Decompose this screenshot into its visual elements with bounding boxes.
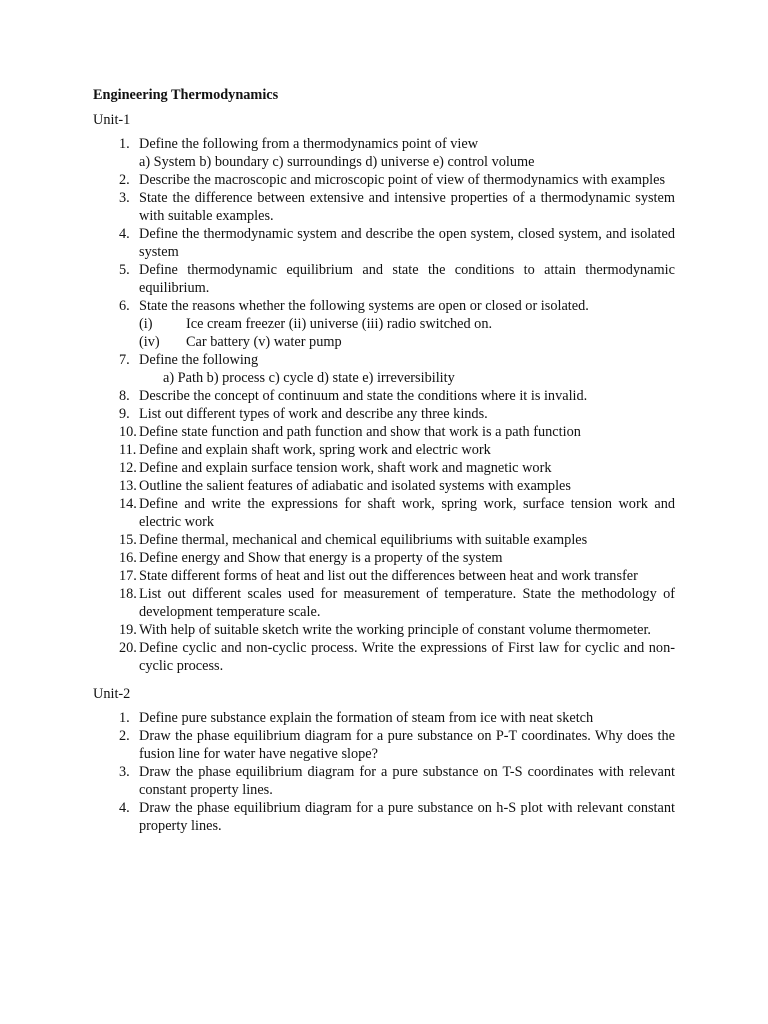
question-number: [93, 585, 139, 621]
question-text: Define thermodynamic equilibrium and state the conditions to attain thermodynamic equilibrium.: [139, 262, 675, 296]
question-number-text: 17.: [119, 568, 137, 584]
question-number: [93, 441, 139, 459]
question-number-text: 4.: [119, 226, 130, 242]
question-number: [93, 351, 139, 387]
question-number: [93, 763, 139, 799]
question-number-text: 14.: [119, 496, 137, 512]
question-item: [93, 727, 675, 763]
question-body: [139, 709, 675, 727]
question-text: Draw the phase equilibrium diagram for a pure substance on P-T coordinates. Why does the fusion line for water have negative slope?: [139, 728, 675, 762]
question-number-text: 4.: [119, 800, 130, 816]
question-item: [93, 297, 675, 351]
question-number: [93, 799, 139, 835]
question-number-text: 1.: [119, 710, 130, 726]
question-body: [139, 459, 675, 477]
unit-1-question-list: [93, 135, 675, 675]
question-body: [139, 135, 675, 171]
question-item: [93, 405, 675, 423]
question-text: Describe the concept of continuum and state the conditions where it is invalid.: [139, 388, 588, 404]
question-number: [93, 639, 139, 675]
question-text: Define the following from a thermodynamics point of view: [139, 136, 479, 152]
question-number: [93, 225, 139, 261]
question-number: [93, 567, 139, 585]
question-number: [93, 477, 139, 495]
question-number-text: 9.: [119, 406, 130, 422]
question-number: [93, 459, 139, 477]
question-number: [93, 727, 139, 763]
question-text: Define state function and path function and show that work is a path function: [139, 424, 581, 440]
question-item: [93, 441, 675, 459]
question-number-text: 7.: [119, 352, 130, 368]
question-number-text: 8.: [119, 388, 130, 404]
question-body: [139, 763, 675, 799]
question-item: [93, 171, 675, 189]
question-body: [139, 405, 675, 423]
document-title: Engineering Thermodynamics: [93, 87, 279, 103]
question-body: [139, 585, 675, 621]
question-body: [139, 495, 675, 531]
question-body: [139, 225, 675, 261]
roman-label: (iv): [139, 334, 160, 350]
question-item: [93, 763, 675, 799]
question-number: [93, 531, 139, 549]
question-item: [93, 495, 675, 531]
question-body: [139, 639, 675, 675]
question-text: Describe the macroscopic and microscopic point of view of thermodynamics with examples: [139, 172, 666, 188]
question-text: State the difference between extensive and intensive properties of a thermodynamic system with suitable examples.: [139, 190, 675, 224]
question-number-text: 20.: [119, 640, 137, 656]
question-item: [93, 261, 675, 297]
question-text: Outline the salient features of adiabatic and isolated systems with examples: [139, 478, 571, 494]
unit-2-question-list: [93, 709, 675, 835]
question-number-text: 2.: [119, 172, 130, 188]
document-page: [93, 84, 675, 835]
question-text: With help of suitable sketch write the working principle of constant volume thermometer.: [139, 622, 651, 638]
question-number: [93, 709, 139, 727]
unit-1-section: [93, 111, 675, 675]
question-number: [93, 621, 139, 639]
question-item: [93, 423, 675, 441]
unit-2-heading: Unit-2: [93, 686, 131, 702]
question-number: [93, 297, 139, 351]
question-text: Define cyclic and non-cyclic process. Write the expressions of First law for cyclic and non-cyclic process.: [139, 640, 675, 674]
question-text: Draw the phase equilibrium diagram for a pure substance on T-S coordinates with relevant constant property lines.: [139, 764, 675, 798]
roman-text: Ice cream freezer (ii) universe (iii) radio switched on.: [186, 316, 493, 332]
question-number: [93, 171, 139, 189]
question-number-text: 5.: [119, 262, 130, 278]
question-body: [139, 531, 675, 549]
question-number-text: 18.: [119, 586, 137, 602]
question-number-text: 19.: [119, 622, 137, 638]
question-number: [93, 405, 139, 423]
question-number-text: 3.: [119, 190, 130, 206]
question-item: [93, 225, 675, 261]
question-item: [93, 709, 675, 727]
question-text: Define the following: [139, 352, 259, 368]
question-number-text: 1.: [119, 136, 130, 152]
question-body: [139, 171, 675, 189]
question-number: [93, 423, 139, 441]
question-text: State different forms of heat and list out the differences between heat and work transfer: [139, 568, 638, 584]
question-item: [93, 549, 675, 567]
question-text: Define and explain shaft work, spring work and electric work: [139, 442, 491, 458]
question-sub-options: a) System b) boundary c) surroundings d) universe e) control volume: [139, 154, 535, 170]
question-number-text: 15.: [119, 532, 137, 548]
question-number-text: 3.: [119, 764, 130, 780]
question-number: [93, 135, 139, 171]
roman-text: Car battery (v) water pump: [186, 334, 342, 350]
question-text: Define and explain surface tension work, shaft work and magnetic work: [139, 460, 552, 476]
question-number: [93, 189, 139, 225]
question-body: [139, 727, 675, 763]
question-body: [139, 297, 675, 351]
question-body: [139, 441, 675, 459]
question-item: [93, 567, 675, 585]
question-number: [93, 549, 139, 567]
question-body: [139, 423, 675, 441]
question-text: Draw the phase equilibrium diagram for a pure substance on h-S plot with relevant constant property lines.: [139, 800, 675, 834]
question-number-text: 10.: [119, 424, 137, 440]
question-number-text: 16.: [119, 550, 137, 566]
question-text: List out different types of work and describe any three kinds.: [139, 406, 488, 422]
question-body: [139, 621, 675, 639]
question-number-text: 12.: [119, 460, 137, 476]
question-item: [93, 799, 675, 835]
question-body: [139, 189, 675, 225]
question-number-text: 6.: [119, 298, 130, 314]
question-text: List out different scales used for measurement of temperature. State the methodology of development temperature scale.: [139, 586, 675, 620]
question-body: [139, 567, 675, 585]
unit-1-heading: Unit-1: [93, 112, 131, 128]
question-text: Define pure substance explain the formation of steam from ice with neat sketch: [139, 710, 594, 726]
question-number: [93, 387, 139, 405]
question-item: [93, 351, 675, 387]
question-number-text: 11.: [119, 442, 137, 458]
question-item: [93, 639, 675, 675]
roman-label: (i): [139, 316, 153, 332]
question-text: Define thermal, mechanical and chemical equilibriums with suitable examples: [139, 532, 588, 548]
unit-2-section: [93, 685, 675, 835]
question-text: State the reasons whether the following systems are open or closed or isolated.: [139, 298, 589, 314]
question-item: [93, 459, 675, 477]
question-body: [139, 549, 675, 567]
question-body: [139, 799, 675, 835]
question-body: [139, 387, 675, 405]
question-body: [139, 351, 675, 387]
question-sub-options: a) Path b) process c) cycle d) state e) irreversibility: [163, 370, 455, 386]
question-roman-row: [139, 333, 675, 351]
question-text: Define the thermodynamic system and describe the open system, closed system, and isolated system: [139, 226, 675, 260]
question-item: [93, 531, 675, 549]
question-body: [139, 261, 675, 297]
question-text: Define energy and Show that energy is a property of the system: [139, 550, 503, 566]
question-number: [93, 261, 139, 297]
question-item: [93, 135, 675, 171]
question-item: [93, 585, 675, 621]
question-body: [139, 477, 675, 495]
question-item: [93, 477, 675, 495]
question-item: [93, 387, 675, 405]
question-item: [93, 621, 675, 639]
question-number-text: 13.: [119, 478, 137, 494]
question-number-text: 2.: [119, 728, 130, 744]
question-item: [93, 189, 675, 225]
question-text: Define and write the expressions for shaft work, spring work, surface tension work and electric work: [139, 496, 675, 530]
question-number: [93, 495, 139, 531]
question-roman-row: [139, 315, 675, 333]
